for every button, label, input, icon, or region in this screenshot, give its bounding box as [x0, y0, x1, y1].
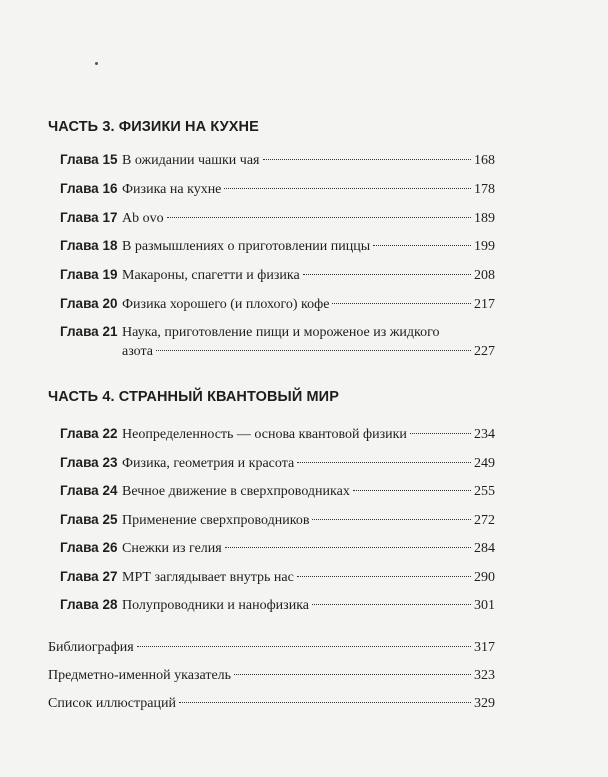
dot-leader — [353, 490, 471, 491]
chapter-number: Глава 19 — [60, 267, 118, 282]
dot-leader — [224, 188, 471, 189]
page-number: 272 — [474, 513, 495, 528]
dot-leader — [167, 217, 471, 218]
chapter-title: Физика, геометрия и красота — [122, 456, 295, 471]
toc-entry-ch24[interactable] — [60, 481, 495, 501]
toc-entry-ch18[interactable] — [60, 236, 495, 256]
page-number: 217 — [474, 297, 495, 312]
chapter-title: Применение сверхпроводников — [122, 513, 310, 528]
page-number: 208 — [474, 268, 495, 283]
toc-entry-ch28[interactable] — [60, 595, 495, 615]
toc-entry-ch21[interactable] — [60, 322, 495, 362]
dot-leader — [410, 433, 471, 434]
chapter-number: Глава 21 — [60, 324, 118, 339]
part-4-heading: ЧАСТЬ 4. СТРАННЫЙ КВАНТОВЫЙ МИР — [48, 389, 339, 405]
page-number: 189 — [474, 211, 495, 226]
dot-leader — [332, 303, 471, 304]
page-number: 234 — [474, 427, 495, 442]
chapter-title: Ab ovo — [122, 211, 164, 226]
dot-leader — [373, 245, 471, 246]
page-number: 329 — [474, 696, 495, 711]
chapter-title: Наука, приготовление пищи и мороженое из жидкого — [122, 325, 440, 340]
chapter-title: Вечное движение в сверхпроводниках — [122, 484, 350, 499]
toc-entry-illustrations[interactable] — [48, 694, 495, 714]
chapter-number: Глава 18 — [60, 238, 118, 253]
chapter-title: В размышлениях о приготовлении пиццы — [122, 239, 371, 254]
entry-title: Библиография — [48, 640, 134, 655]
dot-leader — [137, 646, 471, 647]
page-number: 284 — [474, 541, 495, 556]
toc-entry-ch25[interactable] — [60, 510, 495, 530]
page-number: 227 — [474, 344, 495, 359]
chapter-number: Глава 15 — [60, 152, 118, 167]
toc-entry-subject-index[interactable] — [48, 666, 495, 686]
page-number: 168 — [474, 153, 495, 168]
page-number: 301 — [474, 598, 495, 613]
toc-entry-ch17[interactable] — [60, 208, 495, 228]
chapter-title: Физика на кухне — [122, 182, 222, 197]
toc-entry-bibliography[interactable] — [48, 638, 495, 658]
toc-entry-ch15[interactable] — [60, 150, 495, 170]
chapter-number: Глава 26 — [60, 540, 118, 555]
dot-leader — [312, 519, 471, 520]
toc-entry-ch22[interactable] — [60, 424, 495, 444]
chapter-title: Неопределенность — основа квантовой физики — [122, 427, 407, 442]
part-3-heading: ЧАСТЬ 3. ФИЗИКИ НА КУХНЕ — [48, 119, 259, 135]
chapter-number: Глава 22 — [60, 426, 118, 441]
toc-entry-ch16[interactable] — [60, 179, 495, 199]
chapter-title: Макароны, спагетти и физика — [122, 268, 300, 283]
chapter-number: Глава 20 — [60, 296, 118, 311]
chapter-number: Глава 25 — [60, 512, 118, 527]
toc-entry-ch20[interactable] — [60, 294, 495, 314]
chapter-number: Глава 17 — [60, 210, 118, 225]
dot-leader — [179, 702, 471, 703]
toc-entry-ch26[interactable] — [60, 538, 495, 558]
entry-title: Предметно-именной указатель — [48, 668, 232, 683]
chapter-title: Физика хорошего (и плохого) кофе — [122, 297, 330, 312]
page-number: 255 — [474, 484, 495, 499]
chapter-title: МРТ заглядывает внутрь нас — [122, 570, 294, 585]
dot-leader — [312, 604, 471, 605]
entry-title: Список иллюстраций — [48, 696, 176, 711]
dot-leader — [234, 674, 471, 675]
page-number: 199 — [474, 239, 495, 254]
chapter-number: Глава 16 — [60, 181, 118, 196]
dot-leader — [303, 274, 471, 275]
chapter-title: Полупроводники и нанофизика — [122, 598, 309, 613]
chapter-title: Снежки из гелия — [122, 541, 222, 556]
dot-leader — [297, 462, 471, 463]
chapter-title: В ожидании чашки чая — [122, 153, 260, 168]
chapter-number: Глава 24 — [60, 483, 118, 498]
chapter-number: Глава 27 — [60, 569, 118, 584]
dot-leader — [297, 576, 471, 577]
chapter-number: Глава 23 — [60, 455, 118, 470]
dot-leader — [156, 350, 471, 351]
toc-entry-ch19[interactable] — [60, 265, 495, 285]
page-number: 290 — [474, 570, 495, 585]
toc-entry-ch27[interactable] — [60, 567, 495, 587]
print-speck — [95, 62, 98, 65]
chapter-number: Глава 28 — [60, 597, 118, 612]
toc-entry-ch23[interactable] — [60, 453, 495, 473]
dot-leader — [263, 159, 472, 160]
chapter-title-continued: азота — [122, 344, 153, 359]
page-number: 317 — [474, 640, 495, 655]
page-number: 323 — [474, 668, 495, 683]
page-number: 178 — [474, 182, 495, 197]
page-number: 249 — [474, 456, 495, 471]
dot-leader — [225, 547, 471, 548]
